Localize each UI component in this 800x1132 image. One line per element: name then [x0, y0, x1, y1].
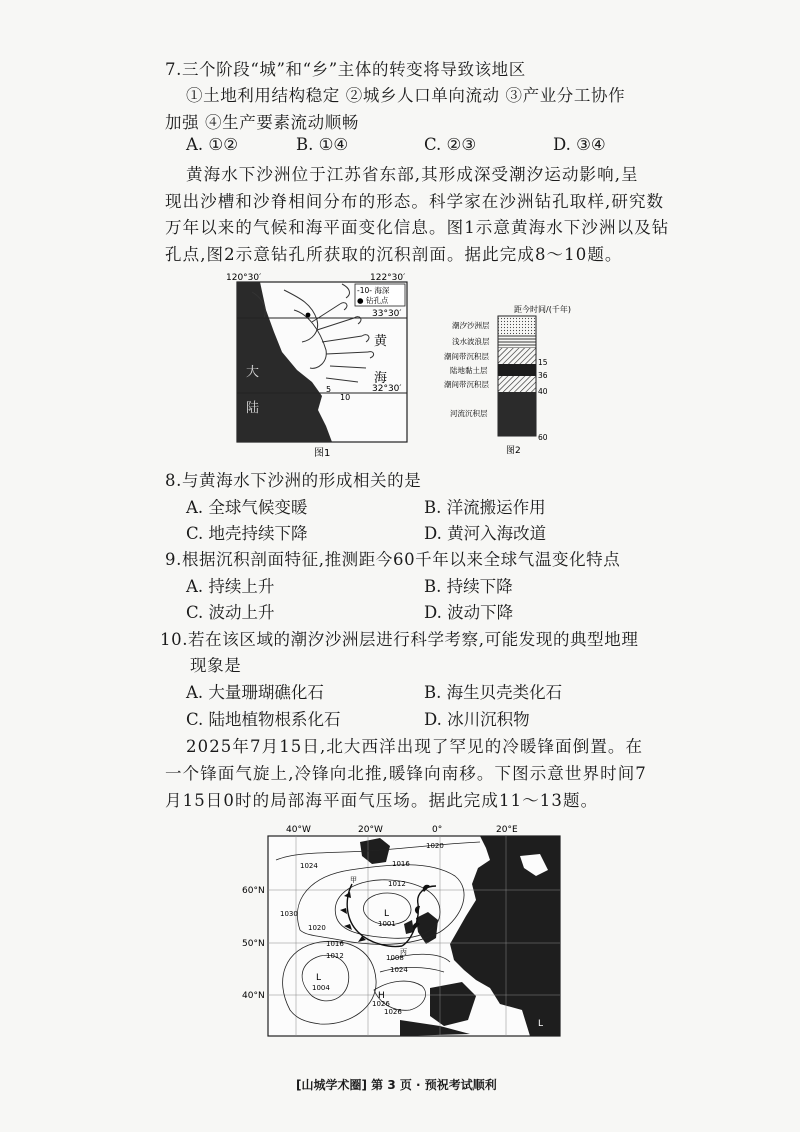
fig2-tick-60: 60	[538, 433, 548, 442]
fig2-layer-intertidal-1	[498, 348, 536, 364]
fig3-low2-letter: L	[316, 973, 322, 983]
q7-stem: 7.三个阶段“城”和“乡”主体的转变将导致该地区	[165, 60, 526, 79]
fig3-point-bing: 丙	[400, 948, 407, 956]
fig3-isobar-label-7: 1016	[326, 940, 344, 948]
fig2-title: 距今时间/(千年)	[514, 305, 571, 314]
figure-3-pressure-map	[240, 820, 570, 1042]
fig1-land-label-2: 陆	[246, 401, 260, 416]
q10-option-b[interactable]: B. 海生贝壳类化石	[424, 683, 563, 702]
fig3-lon-0: 0°	[432, 825, 443, 835]
fig3-low2-value: 1004	[312, 984, 330, 992]
fig3-isobar-label-3: 1012	[388, 880, 406, 888]
fig3-lat-50n: 50°N	[242, 939, 265, 949]
fig2-layer-label-5: 潮间带沉积层	[444, 380, 489, 389]
q9-option-b[interactable]: B. 持续下降	[424, 577, 513, 596]
fig1-depth-10: 10	[340, 393, 351, 402]
q9-option-a[interactable]: A. 持续上升	[186, 577, 275, 596]
q9-option-c[interactable]: C. 波动上升	[186, 603, 275, 622]
passage1-line-4: 孔点,图2示意钻孔所获取的沉积剖面。据此完成8～10题。	[165, 245, 623, 264]
passage2-line-1: 2025年7月15日,北大西洋出现了罕见的冷暖锋面倒置。在	[186, 737, 644, 756]
q8-option-a[interactable]: A. 全球气候变暖	[186, 498, 308, 517]
fig3-high-value: 1026	[384, 1008, 402, 1016]
figure-2-column	[440, 302, 585, 457]
q10-option-c[interactable]: C. 陆地植物根系化石	[186, 710, 341, 729]
q7-option-b[interactable]: B. ①④	[296, 135, 349, 154]
q10-option-d[interactable]: D. 冰川沉积物	[424, 710, 530, 729]
q10-stem-2: 现象是	[190, 656, 242, 675]
fig2-tick-40: 40	[538, 387, 548, 396]
fig1-caption: 图1	[314, 448, 331, 459]
fig3-isobar-label-2: 1016	[392, 860, 410, 868]
fig3-lon-20e: 20°E	[496, 825, 518, 835]
fig1-lon-left: 120°30′	[226, 273, 262, 283]
q10-stem: 10.若在该区域的潮汐沙洲层进行科学考察,可能发现的典型地理	[160, 630, 639, 649]
fig3-lat-60n: 60°N	[242, 886, 265, 896]
fig2-caption: 图2	[506, 446, 521, 456]
fig2-layer-label-3: 潮间带沉积层	[444, 352, 489, 361]
fig3-low1-value: 1001	[378, 920, 396, 928]
fig2-layer-label-4: 陆地黏土层	[450, 366, 488, 375]
fig1-land-label-1: 大	[246, 365, 260, 380]
fig3-isobar-label-11: 1026	[372, 1000, 390, 1008]
fig1-legend-drill: ● 钻孔点	[357, 296, 389, 305]
fig2-layer-tidal-sand	[498, 316, 536, 334]
fig2-layer-land-clay	[498, 364, 536, 376]
fig2-layer-label-2: 浅水波浪层	[452, 337, 490, 346]
fig1-legend-depth: -10- 海深	[357, 286, 390, 295]
fig3-isobar-label-9: 1008	[386, 954, 404, 962]
q7-line2: ①土地利用结构稳定 ②城乡人口单向流动 ③产业分工协作	[186, 86, 626, 105]
fig3-high-letter: H	[378, 991, 385, 1001]
fig1-sea-label-2: 海	[374, 371, 388, 386]
fig1-lat-top: 33°30′	[372, 309, 402, 319]
q7-option-a[interactable]: A. ①②	[186, 135, 238, 154]
q8-option-c[interactable]: C. 地壳持续下降	[186, 524, 308, 543]
fig3-lon-20w: 20°W	[358, 825, 383, 835]
fig3-lon-40w: 40°W	[286, 825, 311, 835]
q8-option-b[interactable]: B. 洋流搬运作用	[424, 498, 546, 517]
fig3-low1-letter: L	[384, 909, 390, 919]
q9-stem: 9.根据沉积剖面特征,推测距今60千年以来全球气温变化特点	[165, 550, 621, 569]
fig2-layer-river	[498, 392, 536, 436]
fig2-layer-label-1: 潮汐沙洲层	[452, 321, 490, 330]
fig3-isobar-label-4: 1024	[300, 862, 318, 870]
fig1-lat-bottom: 32°30′	[372, 384, 402, 394]
fig3-isobar-label-6: 1020	[308, 924, 326, 932]
fig1-lon-right: 122°30′	[370, 273, 406, 283]
fig2-tick-15: 15	[538, 358, 548, 367]
fig3-point-jia: 甲	[350, 876, 357, 884]
q8-stem: 8.与黄海水下沙洲的形成相关的是	[165, 471, 422, 490]
passage2-line-2: 一个锋面气旋上,冷锋向北推,暖锋向南移。下图示意世界时间7	[165, 764, 647, 783]
q9-option-d[interactable]: D. 波动下降	[424, 603, 514, 622]
fig3-lat-40n: 40°N	[242, 991, 265, 1001]
fig3-isobar-label-5: 1030	[280, 910, 298, 918]
passage1-line-1: 黄海水下沙洲位于江苏省东部,其形成深受潮汐运动影响,呈	[186, 165, 639, 184]
fig2-layer-shallow-wave	[498, 334, 536, 348]
fig1-drill-point	[306, 313, 311, 318]
q7-option-c[interactable]: C. ②③	[424, 135, 477, 154]
fig3-low3-letter: L	[538, 1019, 544, 1029]
passage2-line-3: 月15日0时的局部海平面气压场。据此完成11～13题。	[165, 791, 599, 810]
fig2-layer-label-6: 河流沉积层	[450, 409, 488, 418]
passage1-line-3: 万年以来的气候和海平面变化信息。图1示意黄海水下沙洲以及钻	[165, 218, 670, 237]
q7-option-d[interactable]: D. ③④	[553, 135, 606, 154]
page-footer: [山城学术圈] 第 3 页 · 预祝考试顺利	[296, 1078, 497, 1092]
q7-line3: 加强 ④生产要素流动顺畅	[165, 113, 359, 132]
q10-option-a[interactable]: A. 大量珊瑚礁化石	[186, 683, 324, 702]
fig3-isobar-label-8: 1012	[326, 952, 344, 960]
figure-1-map	[222, 270, 442, 460]
fig1-depth-5: 5	[326, 385, 332, 394]
q8-option-d[interactable]: D. 黄河入海改道	[424, 524, 547, 543]
fig3-isobar-label-1: 1020	[426, 842, 444, 850]
fig2-tick-36: 36	[538, 371, 548, 380]
fig2-layer-intertidal-2	[498, 376, 536, 392]
fig3-isobar-label-10: 1024	[390, 966, 408, 974]
fig1-sea-label-1: 黄	[374, 334, 388, 349]
passage1-line-2: 现出沙槽和沙脊相间分布的形态。科学家在沙洲钻孔取样,研究数	[165, 192, 665, 211]
